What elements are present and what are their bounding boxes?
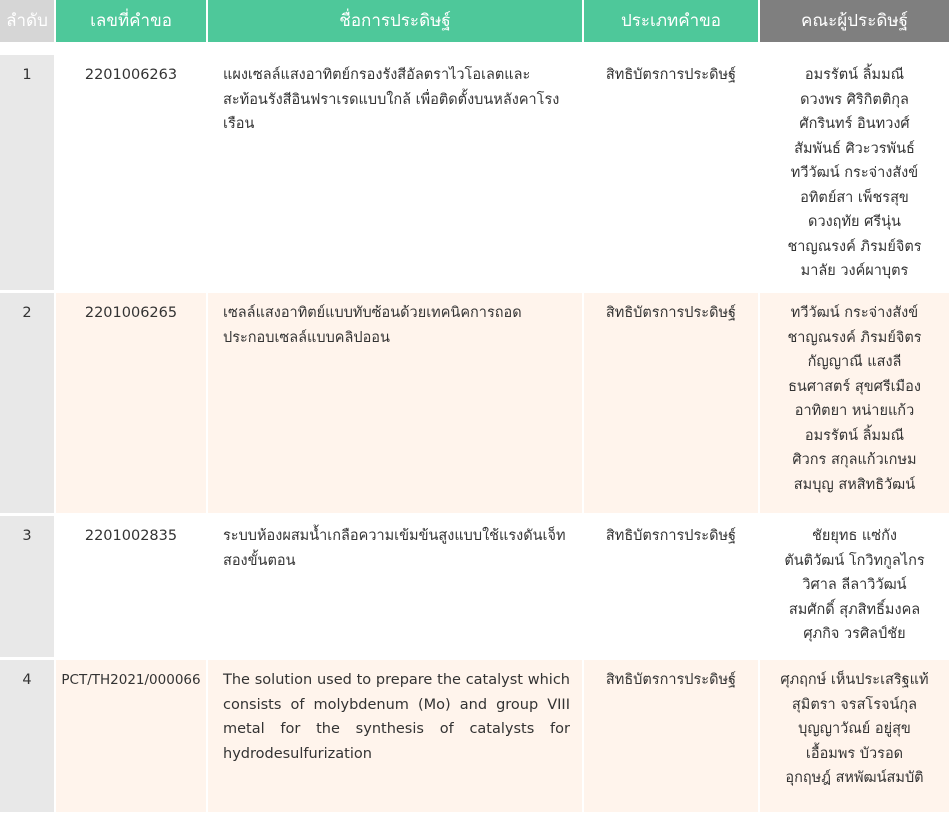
row-1-order: 1: [0, 55, 54, 290]
row-4-invention-name: The solution used to prepare the catalyst which consists of molybdenum (Mo) and group VIII metal for the synthesis of catalysts for hydrodesulfurization: [208, 660, 582, 812]
inventor-name: สมศักดิ์ สุภสิทธิ์มงคล: [788, 601, 921, 618]
row-2-request-number: 2201006265: [56, 293, 206, 513]
row-3-invention-name: ระบบห้องผสมน้ำเกลือความเข้มข้นสูงแบบใช้แรงดันเจ็ทสองขั้นตอน: [208, 516, 582, 657]
inventor-name: สุมิตรา จรสโรจน์กุล: [791, 696, 918, 713]
inventor-name: ทวีวัฒน์ กระจ่างสังข์: [790, 165, 919, 181]
row-1-inventors: [760, 55, 949, 290]
row-1-invention-name: แผงเซลล์แสงอาทิตย์กรองรังสีอัลตราไวโอเลตและสะท้อนรังสีอินฟราเรดแบบใกล้ เพื่อติดตั้งบนหลังคาโรงเรือน: [208, 55, 582, 290]
row-4-request-number: PCT/TH2021/000066: [56, 660, 206, 812]
row-2-inventors: [760, 293, 949, 513]
row-1-request-number: 2201006263: [56, 55, 206, 290]
inventor-name: อมรรัตน์ ลิ้มมณี: [804, 427, 905, 444]
inventor-name: ศักรินทร์ อินทวงศ์: [799, 116, 910, 132]
inventor-name: ชาญณรงค์ ภิรมย์จิตร: [787, 329, 922, 346]
row-1-request-type: สิทธิบัตรการประดิษฐ์: [584, 55, 758, 290]
row-2-invention-name: เซลล์แสงอาทิตย์แบบทับซ้อนด้วยเทคนิคการถอดประกอบเซลล์แบบคลิปออน: [208, 293, 582, 513]
inventor-name: ธนศาสตร์ สุขศรีเมือง: [788, 378, 921, 395]
row-4-request-type: สิทธิบัตรการประดิษฐ์: [584, 660, 758, 812]
inventor-name: มาลัย วงค์ผาบุตร: [800, 263, 909, 279]
inventor-name: อมรรัตน์ ลิ้มมณี: [804, 67, 905, 83]
row-3-request-type: สิทธิบัตรการประดิษฐ์: [584, 516, 758, 657]
inventor-name: สัมพันธ์ ศิวะวรพันธ์: [794, 140, 915, 157]
inventor-name: ศุภฤกษ์ เห็นประเสริฐแท้: [780, 672, 929, 688]
inventor-name: ตันติวัฒน์ โกวิทกูลไกร: [784, 552, 925, 569]
row-2-order: 2: [0, 293, 54, 513]
inventor-name: บุญญาวัณย์ อยู่สุข: [798, 721, 911, 737]
row-3-order: 3: [0, 516, 54, 657]
inventor-name: ศิวกร สกุลแก้วเกษม: [792, 452, 917, 468]
row-3-inventors: [760, 516, 949, 657]
inventor-name: วิศาล ลีลาวิวัฒน์: [802, 577, 907, 593]
inventor-name: ทวีวัฒน์ กระจ่างสังข์: [790, 305, 919, 321]
header-invention-name: ชื่อการประดิษฐ์: [208, 0, 582, 42]
inventor-name: เอื้อมพร บัวรอด: [805, 745, 904, 762]
header-inventors: คณะผู้ประดิษฐ์: [760, 0, 949, 42]
inventor-name: ชัยยุทธ แซ่กัง: [812, 528, 897, 544]
header-request-number: เลขที่คำขอ: [56, 0, 206, 42]
header-order: ลำดับ: [0, 0, 54, 42]
header-request-type: ประเภทคำขอ: [584, 0, 758, 42]
row-4-order: 4: [0, 660, 54, 812]
inventor-name: กัญญาณี แสงลี: [807, 354, 902, 370]
inventor-name: อาทิตยา หน่ายแก้ว: [794, 403, 915, 419]
inventor-name: อุกฤษฎ์ สหพัฒน์สมบัติ: [785, 770, 924, 786]
inventor-name: อทิตย์สา เพ็ชรสุข: [800, 189, 909, 206]
inventor-name: ชาญณรงค์ ภิรมย์จิตร: [787, 238, 922, 255]
row-3-request-number: 2201002835: [56, 516, 206, 657]
inventor-name: ศุภกิจ วรศิลป์ชัย: [803, 626, 906, 642]
inventor-name: ดวงฤทัย ศรีนุ่น: [808, 214, 901, 230]
row-4-inventors: [760, 660, 949, 812]
inventor-name: สมบุญ สหสิทธิวัฒน์: [793, 476, 916, 493]
inventor-name: ดวงพร ศิริกิตติกุล: [800, 91, 909, 108]
row-2-request-type: สิทธิบัตรการประดิษฐ์: [584, 293, 758, 513]
